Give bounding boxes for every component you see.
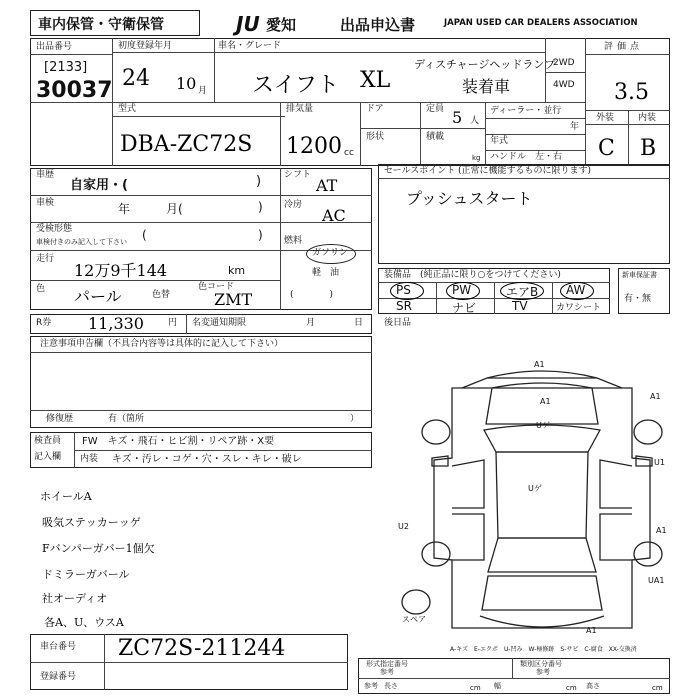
- mileage-value: 12万9千144: [74, 261, 168, 280]
- spare-tire: [402, 590, 430, 614]
- tax-day: 日: [354, 318, 364, 328]
- first-reg-label: 初度登録年月: [118, 41, 173, 51]
- remark-2: 吸気ステッカーッゲ: [42, 516, 141, 529]
- width-cm: cm: [566, 684, 577, 692]
- inspection-close: ): [258, 200, 263, 214]
- inspector-interior-line: キズ・汚レ・コゲ・穴・スレ・キレ・破レ: [112, 454, 302, 465]
- door-label: ドア: [366, 104, 384, 114]
- org-name: 愛知: [266, 16, 297, 34]
- wheel-rl: [422, 542, 450, 566]
- fuel-label: 燃料: [284, 236, 303, 246]
- car-diagram: [392, 348, 682, 658]
- remark-5: 社オーディオ: [42, 592, 108, 605]
- chassis-number: ZC72S-211244: [118, 636, 286, 661]
- wheel-fl: [422, 420, 450, 444]
- drive-4wd: 4WD: [553, 80, 575, 90]
- color-change-label: 色替: [152, 290, 171, 300]
- month-unit: 月: [198, 86, 208, 96]
- equip-airbag: エアB: [506, 285, 539, 299]
- recycle-yen: 円: [168, 318, 178, 328]
- received-label: 受検形態: [36, 224, 73, 234]
- displacement-value: 1200: [286, 134, 342, 159]
- listing-no-label: 出品番号: [36, 42, 73, 52]
- equip-ps-circle: [390, 282, 424, 300]
- repair-value: 有（箇所: [108, 414, 145, 424]
- equip-seat: カワシート: [556, 303, 602, 313]
- height-cm: cm: [652, 684, 663, 692]
- interior-label: 内装: [638, 113, 657, 123]
- tax-month: 月: [306, 318, 316, 328]
- class-label: 類別区分番号: [520, 660, 562, 668]
- car-name: スイフト: [252, 73, 339, 98]
- reg-year: 24: [122, 66, 150, 91]
- color-code: ZMT: [214, 290, 253, 309]
- capacity-unit: 人: [470, 116, 480, 126]
- selling-point-label: セールスポイント: [384, 166, 456, 176]
- cc-unit: cc: [344, 148, 354, 158]
- selling-point-value: プッシュスタート: [406, 189, 533, 208]
- notes-label: 注意事項申告欄（不具合内容等は具体的に記入して下さい）: [40, 339, 284, 349]
- option-note: ディスチャージヘッドランプ: [414, 58, 556, 71]
- shift-value: AT: [316, 176, 338, 195]
- mark-rear-bumper: A1: [586, 626, 597, 635]
- mark-left-side: U2: [398, 522, 409, 531]
- color-code-label: 色コード: [198, 282, 235, 292]
- form-spec-label: 形式指定番号: [366, 660, 408, 668]
- received-note: 車検付きのみ記入して下さい: [36, 238, 127, 246]
- listing-number: 30037: [36, 78, 113, 103]
- dealer-label: ディーラー・並行: [490, 106, 562, 116]
- reg-month: 10: [176, 74, 197, 93]
- equipment-note: (純正品に限り○をつけてください): [420, 270, 561, 280]
- kg-unit: kg: [472, 154, 481, 162]
- mark-roof: Uゲ: [528, 484, 542, 493]
- roof-shape: [496, 452, 588, 538]
- option-note2: 装着車: [462, 77, 511, 96]
- mileage-label: 走行: [36, 254, 55, 264]
- rear-window-shape: [488, 538, 596, 572]
- reg-number-label: 登録番号: [40, 672, 77, 682]
- displacement-label: 排気量: [286, 104, 314, 114]
- color-label: 色: [36, 284, 46, 294]
- equip-aw-circle: [560, 282, 594, 300]
- rear-item-label: 後日品: [384, 318, 412, 328]
- equip-navi: ナビ: [452, 301, 477, 315]
- equip-airbag-circle: [500, 282, 544, 300]
- history-close: ): [256, 174, 262, 189]
- length-cm: cm: [470, 684, 481, 692]
- inspector-label-2: 記入欄: [34, 452, 62, 462]
- repair-close: ）: [350, 414, 360, 424]
- equip-aw: AW: [566, 283, 586, 297]
- trunk-shape: [482, 576, 602, 610]
- fuel-paren: ( ): [290, 290, 334, 300]
- model-label: 型式: [118, 104, 137, 114]
- front-bumper-shape: [487, 371, 597, 378]
- year-label: 年: [570, 122, 580, 132]
- selling-point-block: [378, 164, 670, 264]
- damage-legend: A-キズ E-エクボ U-凹み W-極修跡 S-サビ C-腐食 XX-交換済: [450, 646, 637, 653]
- mark-front-right: A1: [650, 392, 661, 401]
- inspection-label: 車検: [36, 198, 55, 208]
- inspector-exterior-line: FW キズ・飛石・ヒビ割・リペア跡・X要: [82, 436, 275, 447]
- capacity-value: 5: [452, 108, 463, 127]
- recycle-value: 11,330: [88, 314, 144, 333]
- assoc-name: JAPAN USED CAR DEALERS ASSOCIATION: [444, 18, 638, 28]
- warranty-label: 新車保証書: [622, 271, 657, 279]
- model-code: DBA-ZC72S: [120, 132, 253, 157]
- exterior-label: 外装: [596, 113, 615, 123]
- capacity-label: 定員: [426, 104, 445, 114]
- shape-label: 形状: [366, 132, 385, 142]
- mark-roof-front: A1: [534, 360, 545, 369]
- remark-3: Fバンパーガバー1個欠: [42, 542, 155, 555]
- load-label: 積載: [426, 132, 445, 142]
- equip-tv: TV: [512, 299, 528, 313]
- mark-hood: A1: [540, 397, 551, 406]
- equip-pw: PW: [452, 283, 472, 297]
- received-paren: (: [142, 228, 147, 242]
- wheel-fr: [634, 420, 662, 444]
- mark-right-side: A1: [656, 526, 667, 535]
- equip-ps: PS: [396, 283, 411, 297]
- dim-ref: 参考: [364, 682, 378, 690]
- equipment-label: 装備品: [384, 270, 412, 280]
- chassis-label: 車台番号: [40, 642, 77, 652]
- form-spec-ref: 参考: [380, 668, 394, 676]
- mark-right-rear: UA1: [648, 576, 665, 585]
- selling-point-note: (正常に機能するものに限ります): [458, 166, 592, 176]
- fuel-gasoline: ガソリン: [312, 248, 349, 258]
- warranty-value: 有・無: [624, 294, 652, 304]
- class-ref: 参考: [536, 668, 550, 676]
- fuel-diesel: 軽 油: [312, 268, 340, 278]
- inspector-label-1: 検査員: [34, 436, 62, 446]
- rating-label: 評価点: [604, 42, 644, 52]
- recycle-label: R券: [36, 318, 52, 328]
- title-box-text: 車内保管・守衛保管: [38, 17, 164, 33]
- spare-label: スペア: [402, 615, 426, 624]
- wheel-rr: [634, 542, 662, 566]
- mark-right-front: U1: [654, 458, 665, 467]
- mark-hood-dent: Uゲ: [536, 421, 550, 430]
- remark-4: ドミラーガバール: [42, 568, 130, 581]
- interior-grade: B: [640, 136, 657, 161]
- ju-logo: JU: [236, 12, 260, 36]
- rating-value: 3.5: [614, 80, 649, 105]
- equip-pw-circle: [446, 282, 480, 300]
- form-title: 出品申込書: [340, 16, 416, 34]
- shift-label: シフト: [284, 170, 312, 180]
- width-label: 幅: [494, 682, 501, 690]
- history-value: 自家用・(: [70, 178, 128, 193]
- length-label: 長さ: [384, 682, 398, 690]
- equip-sr: SR: [396, 299, 412, 313]
- remark-6: 各A、U、ウスA: [44, 616, 124, 629]
- inspector-interior-label: 内装: [80, 454, 99, 464]
- history-label: 車歴: [36, 170, 55, 180]
- inspection-text: 年 月(: [118, 202, 183, 216]
- color-value: パール: [74, 287, 122, 306]
- height-label: 高さ: [586, 682, 600, 690]
- tax-deadline-label: 名変通知期限: [192, 318, 247, 328]
- model-year-label: 年式: [490, 136, 509, 146]
- cooler-label: 冷房: [284, 200, 303, 210]
- car-name-label: 車名・グレード: [218, 41, 282, 51]
- bracket-number: [2133]: [44, 60, 88, 75]
- exterior-grade: C: [598, 136, 615, 161]
- km-unit: km: [228, 264, 246, 277]
- car-grade: XL: [360, 68, 391, 93]
- repair-label: 修復歴: [46, 414, 74, 424]
- handle-label: ハンドル 左・右: [490, 152, 563, 162]
- drive-2wd: 2WD: [553, 58, 575, 68]
- cooler-value: AC: [322, 206, 346, 225]
- remark-1: ホイールA: [40, 490, 92, 503]
- received-close: ): [258, 228, 263, 242]
